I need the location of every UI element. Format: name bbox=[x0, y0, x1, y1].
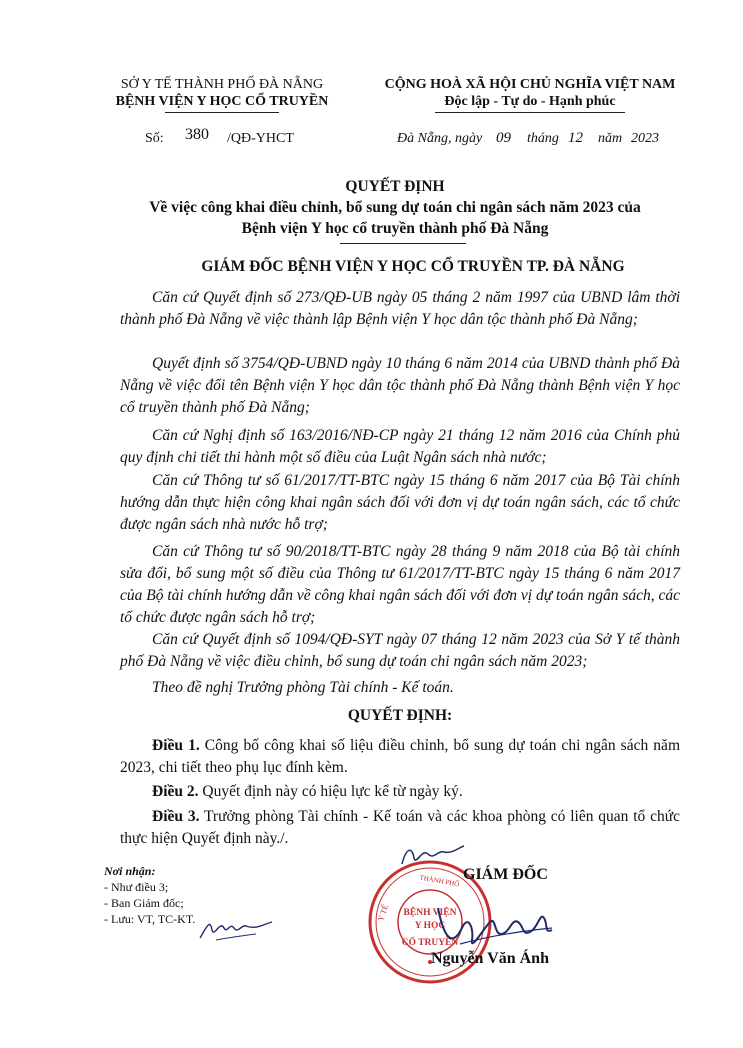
date-year: 2023 bbox=[631, 131, 659, 146]
national-title: CỘNG HOÀ XÃ HỘI CHỦ NGHĨA VIỆT NAM bbox=[384, 77, 676, 92]
article-2 bbox=[120, 781, 680, 803]
signer-name: Nguyễn Văn Ánh bbox=[431, 950, 549, 967]
document-subtitle-2: Bệnh viện Y học cổ truyền thành phố Đà Nẵng bbox=[241, 220, 549, 237]
document-title: QUYẾT ĐỊNH bbox=[345, 178, 445, 195]
ref-label: Số: bbox=[145, 131, 164, 146]
basis-paragraph-2: Quyết định số 3754/QĐ-UBND ngày 10 tháng 6 năm 2014 của UBND thành phố Đà Nẵng về việc đổi tên Bệnh viện Y học dân tộc thành phố Đà Nẵng thành Bệnh viện Y học cổ truyền thành phố Đà Nẵng; bbox=[120, 355, 680, 416]
signature-position: GIÁM ĐỐC bbox=[463, 866, 548, 883]
approval-scribble bbox=[398, 838, 468, 872]
seal-arc-text: THÀNH PHỐ bbox=[418, 873, 460, 889]
recipients-title: Nơi nhận: bbox=[104, 864, 156, 878]
basis-paragraph-3: Căn cứ Nghị định số 163/2016/NĐ-CP ngày 21 tháng 12 năm 2016 của Chính phủ quy định chi tiết thi hành một số điều của Luật Ngân sách nhà nước; bbox=[120, 427, 680, 466]
date-month-label: tháng bbox=[527, 131, 559, 146]
issuing-unit: BỆNH VIỆN Y HỌC CỔ TRUYỀN bbox=[115, 94, 329, 109]
director-signature bbox=[432, 888, 582, 958]
right-header-rule bbox=[435, 112, 625, 113]
ref-suffix: /QĐ-YHCT bbox=[227, 131, 294, 146]
article-3-label: Điều 3. bbox=[152, 808, 200, 825]
seal-line-3: CỔ TRUYỀN bbox=[401, 938, 459, 948]
seal-line-2: Y HỌC bbox=[414, 921, 446, 931]
decision-heading: QUYẾT ĐỊNH: bbox=[347, 707, 453, 724]
article-1 bbox=[120, 735, 680, 779]
article-3-text: Trưởng phòng Tài chính - Kế toán và các khoa phòng có liên quan tổ chức thực hiện Quyết định này./. bbox=[120, 808, 681, 847]
basis-paragraph-4: Căn cứ Thông tư số 61/2017/TT-BTC ngày 15 tháng 6 năm 2017 của Bộ Tài chính hướng dẫn thực hiện công khai ngân sách đối với đơn vị dự toán ngân sách, các tổ chức được ngân sách nhà nước hỗ trợ; bbox=[120, 472, 680, 533]
basis-paragraph-1: Căn cứ Quyết định số 273/QĐ-UB ngày 05 tháng 2 năm 1997 của UBND lâm thời thành phố Đà Nẵng về việc thành lập Bệnh viện Y học dân tộc thành phố Đà Nẵng; bbox=[120, 289, 680, 328]
title-rule bbox=[340, 243, 466, 244]
initials-signature bbox=[196, 908, 274, 944]
basis-paragraph-5: Căn cứ Thông tư số 90/2018/TT-BTC ngày 28 tháng 9 năm 2018 của Bộ tài chính sửa đổi, bổ sung một số điều của Thông tư 61/2017/TT-BTC ngày 15 tháng 6 năm 2017 của Bộ tài chính hướng dẫn về công khai ngân sách đối với đơn vị dự toán ngân sách, các tổ chức được ngân sách hỗ trợ; bbox=[120, 543, 681, 626]
article-1-label: Điều 1. bbox=[152, 737, 200, 754]
issuing-authority: SỞ Y TẾ THÀNH PHỐ ĐÀ NẴNG bbox=[120, 77, 324, 92]
document-subtitle-1: Về việc công khai điều chỉnh, bổ sung dự toán chi ngân sách năm 2023 của bbox=[149, 199, 641, 216]
recipient-item: - Ban Giám đốc; bbox=[104, 896, 184, 910]
seal-side-text: Y TẾ bbox=[376, 903, 391, 923]
date-month: 12 bbox=[568, 130, 583, 146]
date-prefix: Đà Nẵng, ngày bbox=[397, 131, 483, 146]
basis-paragraph-6: Căn cứ Quyết định số 1094/QĐ-SYT ngày 07 tháng 12 năm 2023 của Sở Y tế thành phố Đà Nẵng về việc điều chỉnh, bổ sung dự toán chi ngân sách năm 2023; bbox=[120, 631, 680, 670]
basis-paragraph-7: Theo đề nghị Trưởng phòng Tài chính - Kế toán. bbox=[152, 679, 454, 696]
recipient-item: - Như điều 3; bbox=[104, 880, 169, 894]
national-motto: Độc lập - Tự do - Hạnh phúc bbox=[444, 94, 616, 109]
recipient-item: - Lưu: VT, TC-KT. bbox=[104, 912, 196, 926]
seal-line-1: BỆNH VIỆN bbox=[403, 908, 457, 918]
article-2-text: Quyết định này có hiệu lực kể từ ngày ký. bbox=[198, 783, 463, 800]
date-day: 09 bbox=[496, 130, 511, 146]
authority-heading: GIÁM ĐỐC BỆNH VIỆN Y HỌC CỔ TRUYỀN TP. ĐÀ NẴNG bbox=[201, 258, 625, 275]
ref-number: 380 bbox=[185, 126, 209, 143]
left-header-rule bbox=[165, 112, 279, 113]
article-1-text: Công bố công khai số liệu điều chỉnh, bổ sung dự toán chi ngân sách năm 2023, chi tiết theo phụ lục đính kèm. bbox=[120, 737, 680, 776]
article-2-label: Điều 2. bbox=[152, 783, 199, 800]
date-year-label: năm bbox=[598, 131, 623, 146]
